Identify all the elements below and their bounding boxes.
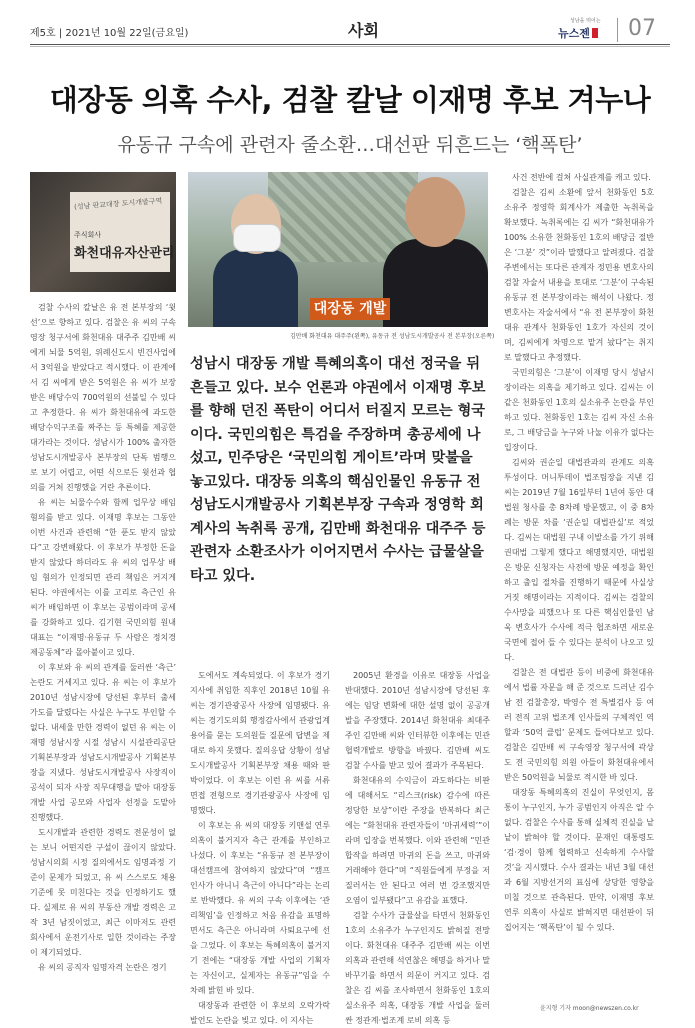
logo-mark-icon — [592, 28, 598, 38]
paragraph: 검찰은 김씨 소환에 앞서 천화동인 5호 소유주 정영학 회계사가 제출한 녹취록을 확보했다. 녹취록에는 김 씨가 “화천대유가 100% 소유한 천화동인 1호의 배당금 절반은 ‘그분’ 것”이라 말했다고 알려졌다. 검찰 주변에서는 또다른 관계자 정민용 변호사의 검찰 자술서 내용을 토대로 ‘그분’이 구속된 유동규 전 본부장이라는 해석이 나왔다. 정 변호사는 자술서에서 “유 전 본부장이 화천대유 관계사 천화동인 1호가 자신의 것이며, 김씨에게 차명으로 맡겨 놨다”는 취지로 말했다고 추정했다. — [504, 188, 654, 362]
article-column-1 — [30, 300, 176, 975]
paragraph: 이 후보는 유 씨의 대장동 키맨설 연루의혹이 불거지자 측근 관계를 부인하고 나섰다. 이 후보는 “유동규 전 본부장이 대선캠프에 참여하지 않았다”며 “캠프 인사가 아니니 측근이 아니다”라는 논리로 반박했다. 유 씨의 구속 이후에는 ‘관리책임’을 인정하고 처음 유감을 표명하면서도 측근은 아니라며 사퇴요구에 선을 그었다. 이 후보는 특혜의혹이 불거지기 전에는 “대장동 개발 사업의 기획자는 자신이고, 실제자는 유동규”임을 수차례 밝힌 바 있다. — [190, 821, 330, 995]
subheadline: 유동규 구속에 관련자 줄소환…대선판 뒤흔드는 ‘핵폭탄’ — [117, 134, 583, 156]
office-sign-line1: (성남 판교대장 도시개발구역 — [73, 196, 163, 212]
paragraph: 대장동 특혜의혹의 진실이 무엇인지, 몸통이 누구인지, 누가 공범인지 아직은 알 수 없다. 검찰은 수사를 통해 실체적 진실을 낱낱이 밝혀야 할 것이다. 문재인 대통령도 ‘검·경이 함께 협력하고 신속하게 수사할 것’을 지시했다. 수사 결과는 내년 3월 대선과 6월 지방선거의 표심에 상당한 영향을 미칠 것으로 관측된다. 만약, 이재명 후보 연루 의혹이 사실로 밝혀지면 대선판이 뒤집어지는 ‘핵폭탄’이 될 수 있다. — [504, 788, 654, 932]
person-right-body — [383, 239, 488, 327]
header-divider — [617, 18, 618, 42]
person-right — [383, 177, 488, 327]
logo-tagline: 성남을 뛰어는 — [570, 18, 601, 24]
lead-paragraph: 성남시 대장동 개발 특혜의혹이 대선 정국을 뒤흔들고 있다. 보수 언론과 야권에서 이재명 후보를 향해 던진 폭탄이 어디서 터질지 모르는 형국이다. 국민의힘은 특검을 주장하며 총공세에 나섰고, 민주당은 ‘국민의힘 게이트’라며 맞불을 놓고있다. 대장동 의혹의 핵심인물인 유동규 전 성남도시개발공사 기획본부장 구속과 정영학 회계사의 녹취록 공개, 김만배 화천대유 대주주 등 관련자 소환조사가 이어지면서 수사는 급물살을 타고 있다. — [190, 356, 486, 584]
page-number: 07 — [628, 16, 656, 41]
paragraph: 이 후보와 유 씨의 관계를 둘러싼 ‘측근’ 논란도 거세지고 있다. 유 씨는 이 후보가 2010년 성남시장에 당선된 후부터 출세가도를 달렸다는 사실은 누구도 부인할 수 없다. 내세울 만한 경력이 없던 유 씨는 이재명 성남시장 시절 성남시 시설관리공단 기획본부장과 성남도시개발공사 기획본부장을 지냈다. 성남도시개발공사 사장직이 공석이 되자 사장 직무대행을 맡아 대장동 개발 사업 공모와 사업자 선정을 도맡아 진행했다. — [30, 663, 176, 822]
section-title: 사회 — [348, 21, 379, 40]
office-sign-line3: 화천대유자산관리 — [74, 246, 175, 261]
newspaper-logo — [558, 25, 598, 41]
photo-daejang-development — [188, 172, 488, 327]
headline: 대장동 의혹 수사, 검찰 칼날 이재명 후보 겨누나 — [49, 83, 651, 117]
photo-hwacheon-office — [30, 172, 176, 292]
photo-caption: 김만배 화천대유 대주주(왼쪽), 유동규 전 성남도시개발공사 전 본부장(오른쪽) — [290, 333, 495, 340]
paragraph: 검찰은 전 대법관 등이 비중에 화천대유에서 법률 자문을 해 준 것으로 드러난 김수남 전 검찰총장, 박영수 전 특별검사 등 여러 전직 고위 법조계 인사들의 구체적인 역할과 ‘50억 클럽’ 문제도 들여다보고 있다. 검찰은 김만배 씨 구속영장 청구서에 곽상도 전 국민의힘 의원 아들이 화천대유에서 받은 50억원을 뇌물로 적시한 바 있다. — [504, 668, 654, 782]
header-rule-thin — [30, 46, 670, 47]
paragraph: 사건 전반에 걸쳐 사실관계를 캐고 있다. — [512, 173, 651, 182]
paragraph: 유 씨는 뇌물수수와 함께 업무상 배임 혐의를 받고 있다. 이재명 후보는 그동안 이번 사건과 관련해 “한 푼도 받지 않았다”고 강변해왔다. 이 후보가 부정한 돈을 받지 않았다 하더라도 유 씨의 업무상 배임 혐의가 인정되면 관리 책임은 커지게 된다. 야권에서는 이를 고리로 측근인 유 씨가 배임하면 이 후보는 공범이라며 공세를 강화하고 있다. 김기현 국민의힘 원내 대표는 “이재명·유동규 두 사람은 정치경제공동체”라 몰아붙이고 있다. — [30, 498, 176, 657]
person-right-head — [405, 177, 465, 247]
paragraph: 대장동과 관련한 이 후보의 오락가락 발언도 논란을 빚고 있다. 이 지사는 — [190, 1001, 330, 1025]
paragraph: 검찰 수사의 칼날은 유 전 본부장의 ‘윗선’으로 향하고 있다. 검찰은 유 씨의 구속영장 청구서에 화천대유 대주주 김만배 씨에게 뇌물 5억원, 위례신도시 빈건사업에서 3억원을 받았다고 적시했다. 이 관계에서 김 씨에게 받은 5억원은 유 씨가 보장받은 배당수익 700억원의 선불일 수 있다고 추정한다. 유 씨가 화천대유에 과도한 배당수익구조를 짜주는 등 특혜를 제공한 대가라는 것이다. 성남시가 100% 출자한 성남도시개발공사 본부장의 단독 범행으로 보기 어렵고, 어떤 식으로든 윗선과 협의를 거쳐 진행했을 거란 추론이다. — [30, 303, 176, 492]
page-header — [30, 16, 670, 44]
header-rule — [30, 44, 670, 45]
paragraph: 화천대유의 수익금이 과도하다는 비판에 대해서도 “리스크(risk) 감수에 따른 정당한 보상”이란 주장을 반복하다 최근에는 “화천대유 관련자들이 ‘마귀세력’”이라며 입장을 번복했다. 이와 관련해 “민관합작을 하려면 마귀의 돈을 쓰고, 마귀와 거래해야 한다”며 “직원들에게 부정을 저질러서는 안 된다고 여러 번 강조했지만 오염이 일부됐다”고 유감을 표했다. — [345, 776, 490, 905]
paragraph: 도시개발과 관련한 경력도 전문성이 없는 보니 어떤지란 구설이 끊이지 않았다. 성남시의회 시정 질의에서도 임명과정 기준이 문제가 되었고, 유 씨 스스로도 채용기준에 못 미친다는 것을 인정하기도 했다. 실제로 유 씨의 부동산 개발 경력은 고작 3년 남짓이었고, 최근 이마저도 관련 회사에서 운전기사로 일한 것이라는 주장이 제기되었다. — [30, 828, 176, 957]
paragraph: 국민의힘은 ‘그분’이 이재명 당시 성남시장이라는 의혹을 제기하고 있다. 김씨는 이 같은 천화동인 1호의 실소유주 논란을 부인하고 있다. 천화동인 1호는 김씨 자신 소유로, 그 배당금을 누구와 나눌 이유가 없다는 입장이다. — [504, 368, 654, 452]
paragraph: 2005년 환경을 이유로 대장동 사업을 반대했다. 2010년 성남시장에 당선된 후에는 임당 변화에 대한 설명 없이 공공개발을 주장했다. 2014년 화천대유 최대주주인 김만배 씨와 인터뷰한 이후에는 민관협력개발로 방향을 바꿨다. 김만배 씨도 검찰 수사를 받고 있어 결과가 주목된다. — [345, 671, 490, 770]
article-column-2 — [190, 668, 330, 1028]
photo-tag: 대장동 개발 — [310, 298, 390, 320]
paragraph: 유 씨의 공직자 임명자격 논란은 경기 — [38, 963, 167, 972]
paragraph: 도에서도 계속되었다. 이 후보가 경기지사에 취임한 직후인 2018년 10월 유 씨는 경기관광공사 사장에 임명됐다. 유 씨는 경기도의회 행정감사에서 관광업계 용어를 묻는 도의원들 질문에 답변을 제대로 하지 못했다. 질의응답 상황이 성남도시개발공사 기획본부장 채용 때와 판박이었다. 이 후보는 이런 유 씨를 서류면접 전형으로 경기관광공사 사장에 임명했다. — [190, 671, 330, 815]
byline: 윤지형 기자 moon@newszen.co.kr — [540, 1005, 639, 1012]
paragraph: 김씨와 권순일 대법관과의 관계도 의혹 투성이다. 머니투데이 법조팀장을 지낸 김씨는 2019년 7월 16일부터 1년여 동안 대법원 청사를 총 8차례 방문했고, 이 중 8차례는 방문 차를 ‘권순일 대법관실’로 적었다. 김씨는 대법원 구내 이발소를 가기 위해 권대법 그렇게 했다고 해명했지만, 대법원은 방문 신청자는 사전에 방문 예정을 확인하고 출입 절차를 진행하기 때문에 사실상 거짓 해명이라는 지적이다. 김씨는 검찰의 수사망을 피했으나 또 다른 핵심인물인 남욱 변호사가 수사에 적극 협조하면 새로운 국면에 접어 들 수 있다는 분석이 나오고 있다. — [504, 458, 654, 662]
article-column-3 — [345, 668, 490, 1028]
paragraph: 검찰 수사가 급물살을 타면서 천화동인 1호의 소유주가 누구인지도 밝혀질 전망이다. 화천대유 대주주 김만배 씨는 이번 의혹과 관련해 석연찮은 해명을 하거나 말 바꾸기를 하면서 의문이 커지고 있다. 검찰은 김 씨를 조사하면서 천화동인 1호의 실소유주 의혹, 대장동 개발 사업을 둘러싼 정관계·법조계 로비 의혹 등 — [345, 911, 490, 1025]
logo-text: 뉴스젠 — [558, 27, 590, 40]
person-left-body — [213, 249, 298, 327]
face-mask — [233, 224, 281, 252]
issue-date: 제5호 | 2021년 10월 22일(금요일) — [30, 28, 189, 39]
person-left — [213, 194, 298, 327]
article-column-4 — [504, 170, 654, 935]
office-sign-line2: 주식회사 — [74, 231, 102, 239]
